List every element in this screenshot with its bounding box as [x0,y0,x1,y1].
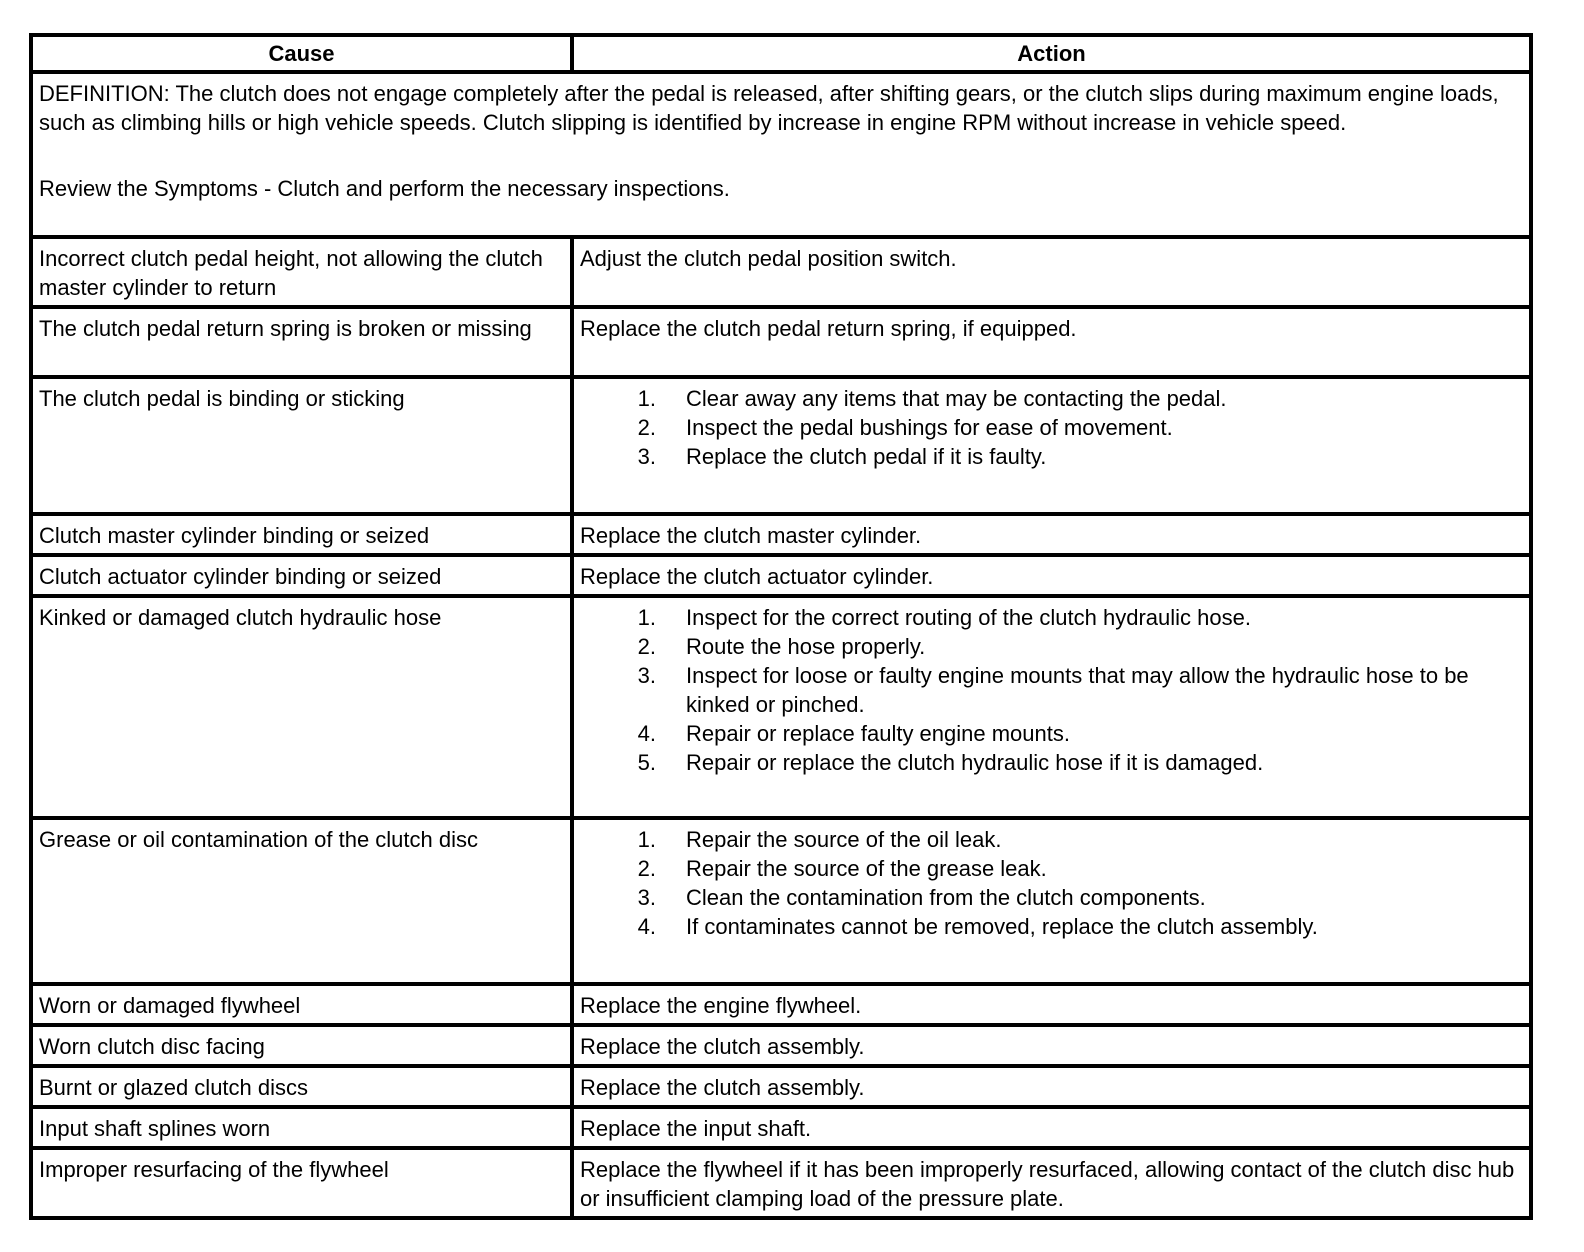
step-item: 2. Repair the source of the grease leak. [637,856,1047,881]
table-row [31,514,1531,555]
table-row [31,1025,1531,1066]
cause-cell: Worn or damaged flywheel [31,984,572,1025]
diagnostic-table [29,33,1533,1220]
header-row [31,35,1531,72]
steps-list [580,384,1523,471]
step-item: 4. Repair or replace faulty engine mounts. [637,721,1070,746]
action-cell: Replace the clutch assembly. [572,1025,1531,1066]
table-row [31,1066,1531,1107]
cause-cell: Clutch master cylinder binding or seized [31,514,572,555]
cause-cell: Burnt or glazed clutch discs [31,1066,572,1107]
table-row [31,237,1531,307]
cause-header: Cause [31,35,572,72]
step-item: 3. Inspect for loose or faulty engine mounts that may allow the hydraulic hose to be kinked or pinched. [637,663,1469,717]
action-cell [572,596,1531,818]
steps-list [580,603,1523,777]
action-cell: Adjust the clutch pedal position switch. [572,237,1531,307]
action-cell: Replace the input shaft. [572,1107,1531,1148]
action-cell: Replace the clutch pedal return spring, if equipped. [572,307,1531,377]
cause-cell: Input shaft splines worn [31,1107,572,1148]
table-row [31,555,1531,596]
cause-cell: Clutch actuator cylinder binding or seized [31,555,572,596]
review-text: Review the Symptoms - Clutch and perform the necessary inspections. [39,176,730,201]
step-item: 5. Repair or replace the clutch hydraulic hose if it is damaged. [637,750,1264,775]
step-item: 3. Replace the clutch pedal if it is faulty. [637,444,1047,469]
step-item: 2. Route the hose properly. [637,634,926,659]
action-cell [572,377,1531,514]
action-cell [572,818,1531,984]
cause-cell: Improper resurfacing of the flywheel [31,1148,572,1218]
action-header: Action [572,35,1531,72]
definition-text: DEFINITION: The clutch does not engage completely after the pedal is released, after shifting gears, or the clutch slips during maximum engine loads, such as climbing hills or high vehicle speeds. Clutch slipping is identified by increase in engine RPM without increase in vehicle speed. [39,81,1499,135]
step-item: 1. Repair the source of the oil leak. [637,827,1002,852]
step-item: 1. Clear away any items that may be contacting the pedal. [637,386,1227,411]
action-cell: Replace the clutch master cylinder. [572,514,1531,555]
table-row [31,377,1531,514]
definition-cell [31,72,1531,237]
step-item: 1. Inspect for the correct routing of the clutch hydraulic hose. [637,605,1251,630]
action-cell: Replace the clutch actuator cylinder. [572,555,1531,596]
cause-cell: Incorrect clutch pedal height, not allowing the clutch master cylinder to return [31,237,572,307]
step-item: 2. Inspect the pedal bushings for ease of movement. [637,415,1173,440]
table-row [31,818,1531,984]
action-cell: Replace the flywheel if it has been improperly resurfaced, allowing contact of the clutch disc hub or insufficient clamping load of the pressure plate. [572,1148,1531,1218]
cause-cell: Grease or oil contamination of the clutch disc [31,818,572,984]
cause-cell: The clutch pedal is binding or sticking [31,377,572,514]
step-item: 3. Clean the contamination from the clutch components. [637,885,1206,910]
cause-cell: Kinked or damaged clutch hydraulic hose [31,596,572,818]
table-row [31,1148,1531,1218]
table-row [31,1107,1531,1148]
steps-list [580,825,1523,941]
action-cell: Replace the clutch assembly. [572,1066,1531,1107]
table-row [31,596,1531,818]
cause-cell: The clutch pedal return spring is broken or missing [31,307,572,377]
step-item: 4. If contaminates cannot be removed, replace the clutch assembly. [637,914,1318,939]
table-row [31,984,1531,1025]
cause-cell: Worn clutch disc facing [31,1025,572,1066]
action-cell: Replace the engine flywheel. [572,984,1531,1025]
table-row [31,307,1531,377]
definition-row [31,72,1531,237]
